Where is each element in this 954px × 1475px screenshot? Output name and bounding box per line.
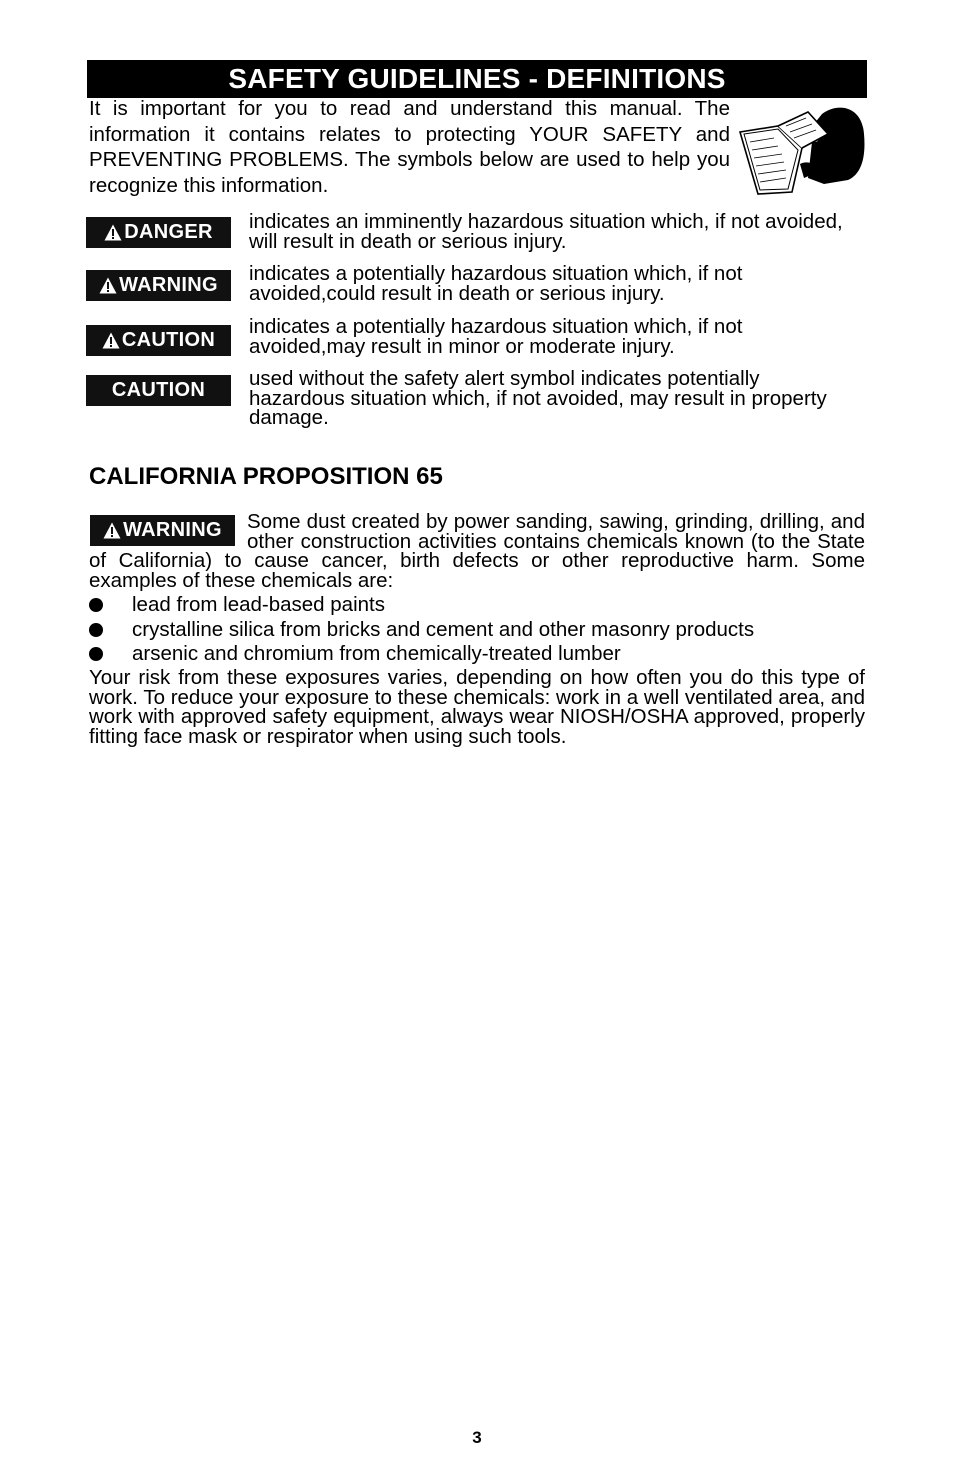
caution-no-symbol-definition: used without the safety alert symbol indicates potentially hazardous situation which, if not avoided, may result in property damage. [249,367,827,429]
alert-triangle-icon [102,332,120,349]
list-item: arsenic and chromium from chemically-treated lumber [89,642,865,667]
prop65-heading: CALIFORNIA PROPOSITION 65 [89,463,443,490]
bullet-icon [89,647,103,661]
signal-word: CAUTION [111,379,206,401]
prop65-paragraph [89,512,865,590]
list-item: lead from lead-based paints [89,593,865,618]
warning-label [86,270,231,301]
bullet-icon [89,598,103,612]
signal-word: WARNING [123,519,222,541]
alert-triangle-icon [99,277,117,294]
person-reading-manual-icon [738,104,866,198]
caution-definition: indicates a potentially hazardous situation which, if not avoided,may result in minor or moderate injury. [249,315,743,358]
caution-no-symbol-label [86,375,231,406]
danger-definition: indicates an imminently hazardous situation which, if not avoided, will result in death or serious injury. [249,210,843,253]
page-title: SAFETY GUIDELINES - DEFINITIONS [87,60,867,98]
intro-paragraph: It is important for you to read and understand this manual. The information it contains relates to protecting YOUR SAFETY and PREVENTING PROBLEMS. The symbols below are used to help you recognize this information. [89,97,730,197]
bullet-icon [89,623,103,637]
alert-triangle-icon [104,224,122,241]
warning-definition: indicates a potentially hazardous situation which, if not avoided,could result in death or serious injury. [249,262,743,305]
page-number: 3 [472,1428,482,1447]
signal-word: DANGER [124,221,213,243]
chemical-list [89,593,865,667]
prop65-text: Some dust created by power sanding, sawing, grinding, drilling, and other construction activities contains chemicals known (to the State of California) to cause cancer, birth defects or other reproductive harm. Some examples of these chemicals are: [89,510,865,592]
danger-label [86,217,231,248]
signal-word: WARNING [119,274,218,296]
list-item: crystalline silica from bricks and cement and other masonry products [89,618,865,643]
risk-paragraph: Your risk from these exposures varies, depending on how often you do this type of work. To reduce your exposure to these chemicals: work in a well ventilated area, and work with approved safety equipment, always wear NIOSH/OSHA approved, properly fitting face mask or respirator when using such tools. [89,666,865,748]
signal-word: CAUTION [121,329,216,351]
caution-label [86,325,231,356]
